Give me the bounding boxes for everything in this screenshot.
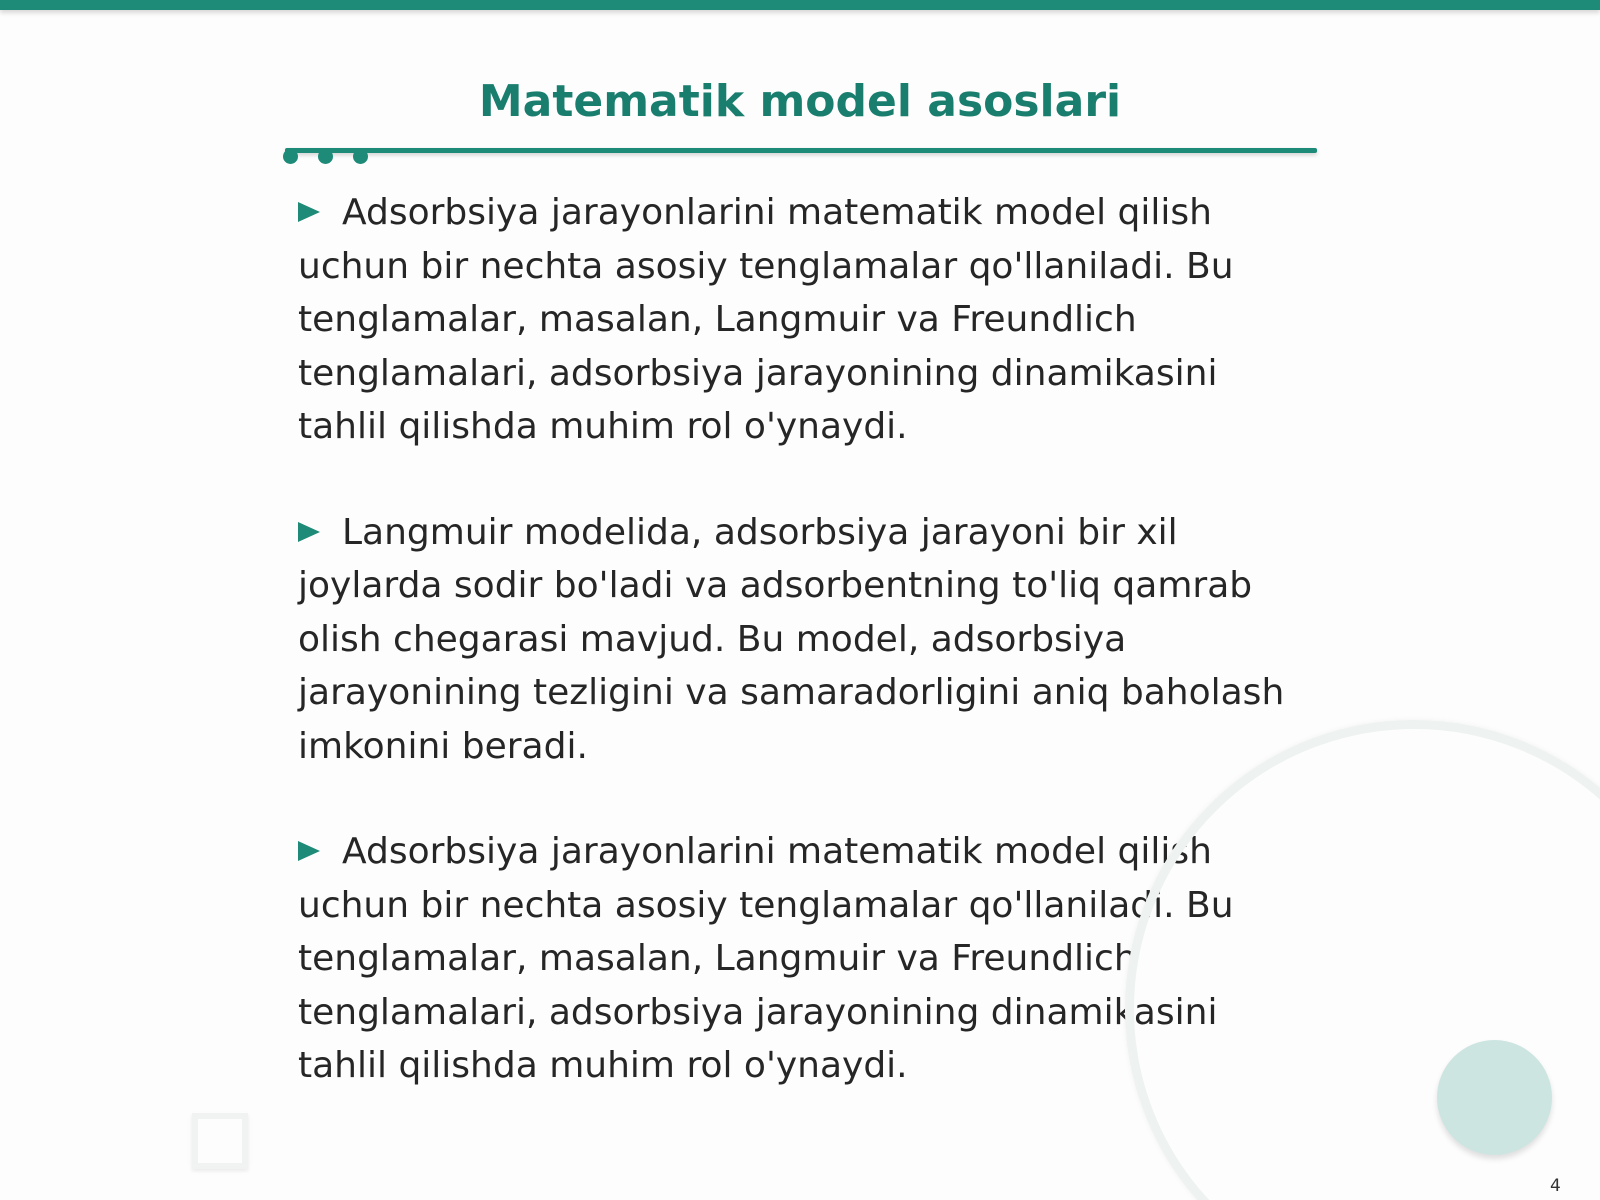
- bullet-text: Adsorbsiya jarayonlarini matematik model qilish uchun bir nechta asosiy tenglamalar qo'llaniladi. Bu tenglamalar, masalan, Langmuir va Freundlich tenglamalari, adsorbsiya jarayonining dinamikasini tahlil qilishda muhim rol o'ynaydi.: [298, 831, 1234, 1086]
- triangle-bullet-icon: [298, 202, 320, 222]
- bullet-paragraph: [298, 506, 1298, 774]
- bullet-paragraph: [298, 186, 1298, 454]
- triangle-bullet-icon: [298, 522, 320, 542]
- page-number: 4: [1550, 1176, 1561, 1196]
- top-accent-bar: [0, 0, 1600, 10]
- underline-dot: [318, 149, 333, 164]
- underline-dot: [353, 149, 368, 164]
- decorative-square: [192, 1113, 248, 1169]
- title-underline: [285, 148, 1317, 153]
- decorative-circle: [1437, 1040, 1552, 1155]
- bullet-text: Langmuir modelida, adsorbsiya jarayoni bir xil joylarda sodir bo'ladi va adsorbentning to'liq qamrab olish chegarasi mavjud. Bu model, adsorbsiya jarayonining tezligini va samaradorligini aniq baholash imkonini beradi.: [298, 511, 1285, 767]
- underline-dot: [283, 149, 298, 164]
- triangle-bullet-icon: [298, 841, 320, 861]
- bullet-text: Adsorbsiya jarayonlarini matematik model qilish uchun bir nechta asosiy tenglamalar qo'llaniladi. Bu tenglamalar, masalan, Langmuir va Freundlich tenglamalari, adsorbsiya jarayonining dinamikasini tahlil qilishda muhim rol o'ynaydi.: [298, 192, 1234, 447]
- slide-title: Matematik model asoslari: [478, 76, 1122, 127]
